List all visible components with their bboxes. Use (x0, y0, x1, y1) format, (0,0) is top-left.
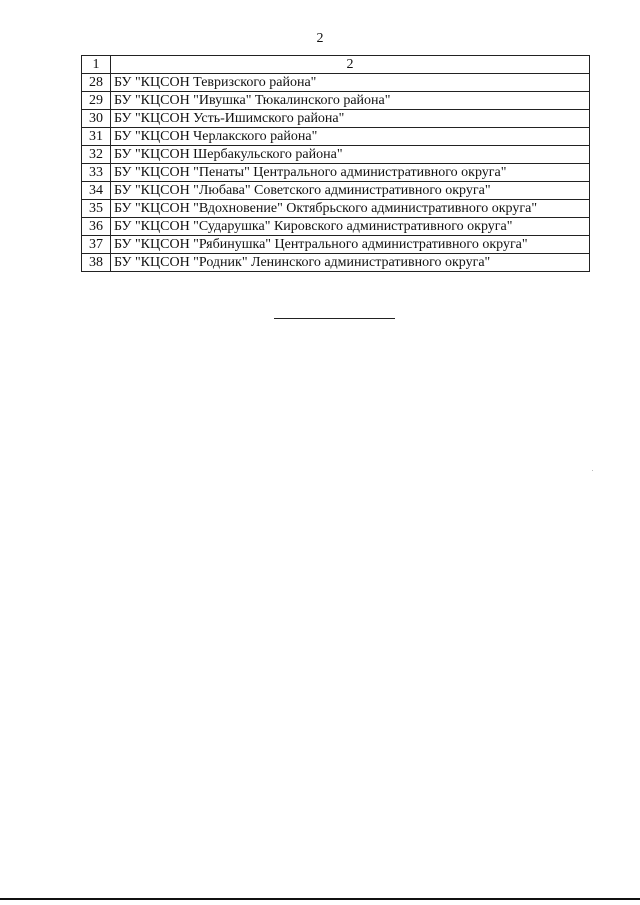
page-bottom-edge (0, 898, 640, 900)
row-number: 34 (82, 182, 111, 200)
table-header-row (82, 56, 590, 74)
row-number: 35 (82, 200, 111, 218)
institution-name: БУ "КЦСОН "Любава" Советского административного округа" (111, 182, 590, 200)
institution-name: БУ "КЦСОН Шербакульского района" (111, 146, 590, 164)
row-number: 36 (82, 218, 111, 236)
row-number: 30 (82, 110, 111, 128)
table-row (82, 146, 590, 164)
table-row (82, 74, 590, 92)
table-row (82, 110, 590, 128)
table-row (82, 128, 590, 146)
table-row (82, 164, 590, 182)
row-number: 31 (82, 128, 111, 146)
table-row (82, 236, 590, 254)
row-number: 33 (82, 164, 111, 182)
closing-separator-line (274, 318, 395, 319)
row-number: 29 (82, 92, 111, 110)
institution-name: БУ "КЦСОН "Вдохновение" Октябрьского административного округа" (111, 200, 590, 218)
table-row (82, 200, 590, 218)
column-header-name: 2 (111, 56, 590, 74)
institution-name: БУ "КЦСОН "Сударушка" Кировского административного округа" (111, 218, 590, 236)
row-number: 32 (82, 146, 111, 164)
institutions-table (81, 55, 590, 272)
row-number: 37 (82, 236, 111, 254)
row-number: 38 (82, 254, 111, 272)
institution-name: БУ "КЦСОН "Рябинушка" Центрального административного округа" (111, 236, 590, 254)
institution-name: БУ "КЦСОН Усть-Ишимского района" (111, 110, 590, 128)
table-row (82, 92, 590, 110)
table-row (82, 254, 590, 272)
institution-name: БУ "КЦСОН "Ивушка" Тюкалинского района" (111, 92, 590, 110)
institution-name: БУ "КЦСОН Тевризского района" (111, 74, 590, 92)
column-header-number: 1 (82, 56, 111, 74)
row-number: 28 (82, 74, 111, 92)
table-row (82, 218, 590, 236)
institution-name: БУ "КЦСОН Черлакского района" (111, 128, 590, 146)
scan-artifact (592, 470, 593, 471)
table-row (82, 182, 590, 200)
page-number: 2 (316, 31, 324, 46)
institution-name: БУ "КЦСОН "Пенаты" Центрального административного округа" (111, 164, 590, 182)
institution-name: БУ "КЦСОН "Родник" Ленинского административного округа" (111, 254, 590, 272)
